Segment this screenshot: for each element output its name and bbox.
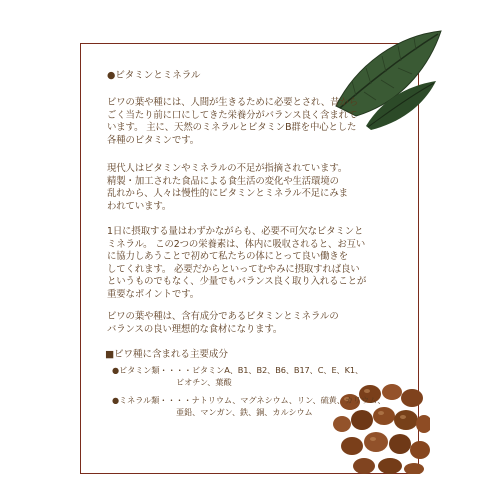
text-line: ごく当たり前に口にしてきた栄養分がバランス良く含まれて	[107, 109, 358, 121]
paragraph-4	[107, 311, 339, 336]
mineral-list	[107, 394, 385, 418]
mineral-values-continued: 亜鉛、マンガン、鉄、銅、カルシウム	[176, 407, 313, 417]
text-line: ミネラル。 この2つの栄養素は、体内に吸収されると、お互い	[107, 238, 366, 250]
text-line: 現代人はビタミンやミネラルの不足が指摘されています。	[107, 163, 348, 174]
heading-text: ■ビワ種に含まれる主要成分	[105, 349, 228, 360]
mineral-label: ●ミネラル類・・・・	[112, 395, 192, 405]
paragraph-3	[107, 226, 366, 302]
text-line: バランスの良い理想的な食材になります。	[107, 323, 283, 335]
text-line: 1日に摂取する量はわずかながらも、必要不可欠なビタミンと	[107, 226, 364, 237]
text-line: ビワの葉や種は、含有成分であるビタミンとミネラルの	[107, 311, 339, 322]
text-line: 各種のビタミンです。	[107, 134, 199, 146]
text-line: してくれます。 必要だからといってむやみに摂取すれば良い	[107, 263, 360, 275]
paragraph-2	[107, 163, 348, 213]
text-line: 精製・加工された食品による食生活の変化や生活環境の	[107, 175, 339, 187]
text-line: に協力しあうことで初めて私たちの体にとって良い働きを	[107, 251, 348, 263]
text-line: 乱れから、人々は慢性的にビタミンとミネラル不足にみま	[107, 188, 348, 200]
section-heading-vitamins-minerals	[107, 70, 200, 83]
heading-text: ●ビタミンとミネラル	[107, 70, 201, 81]
text-line: 重要なポイントです。	[107, 288, 199, 300]
text-line: われています。	[107, 200, 172, 212]
text-line: います。 主に、天然のミネラルとビタミンB群を中心とした	[107, 122, 357, 134]
paragraph-1	[107, 97, 358, 147]
vitamin-line-1	[107, 364, 363, 376]
section-heading-components	[105, 349, 228, 362]
text-line: というものでもなく、少量でもバランス良く取り入れることが	[107, 276, 367, 288]
vitamin-values: ビタミンA、B1、B2、B6、B17、C、E、K1、	[191, 365, 364, 375]
vitamin-list	[107, 364, 363, 388]
mineral-line-1	[107, 394, 385, 406]
vitamin-values-continued: ビオチン、葉酸	[176, 377, 232, 387]
mineral-values: ナトリウム、マグネシウム、リン、硫黄、カリウム、	[191, 395, 386, 405]
vitamin-label: ●ビタミン類・・・・	[112, 365, 192, 375]
loquat-seeds-icon	[330, 374, 430, 474]
text-line: ビワの葉や種には、人間が生きるために必要とされ、昔から	[107, 97, 358, 108]
